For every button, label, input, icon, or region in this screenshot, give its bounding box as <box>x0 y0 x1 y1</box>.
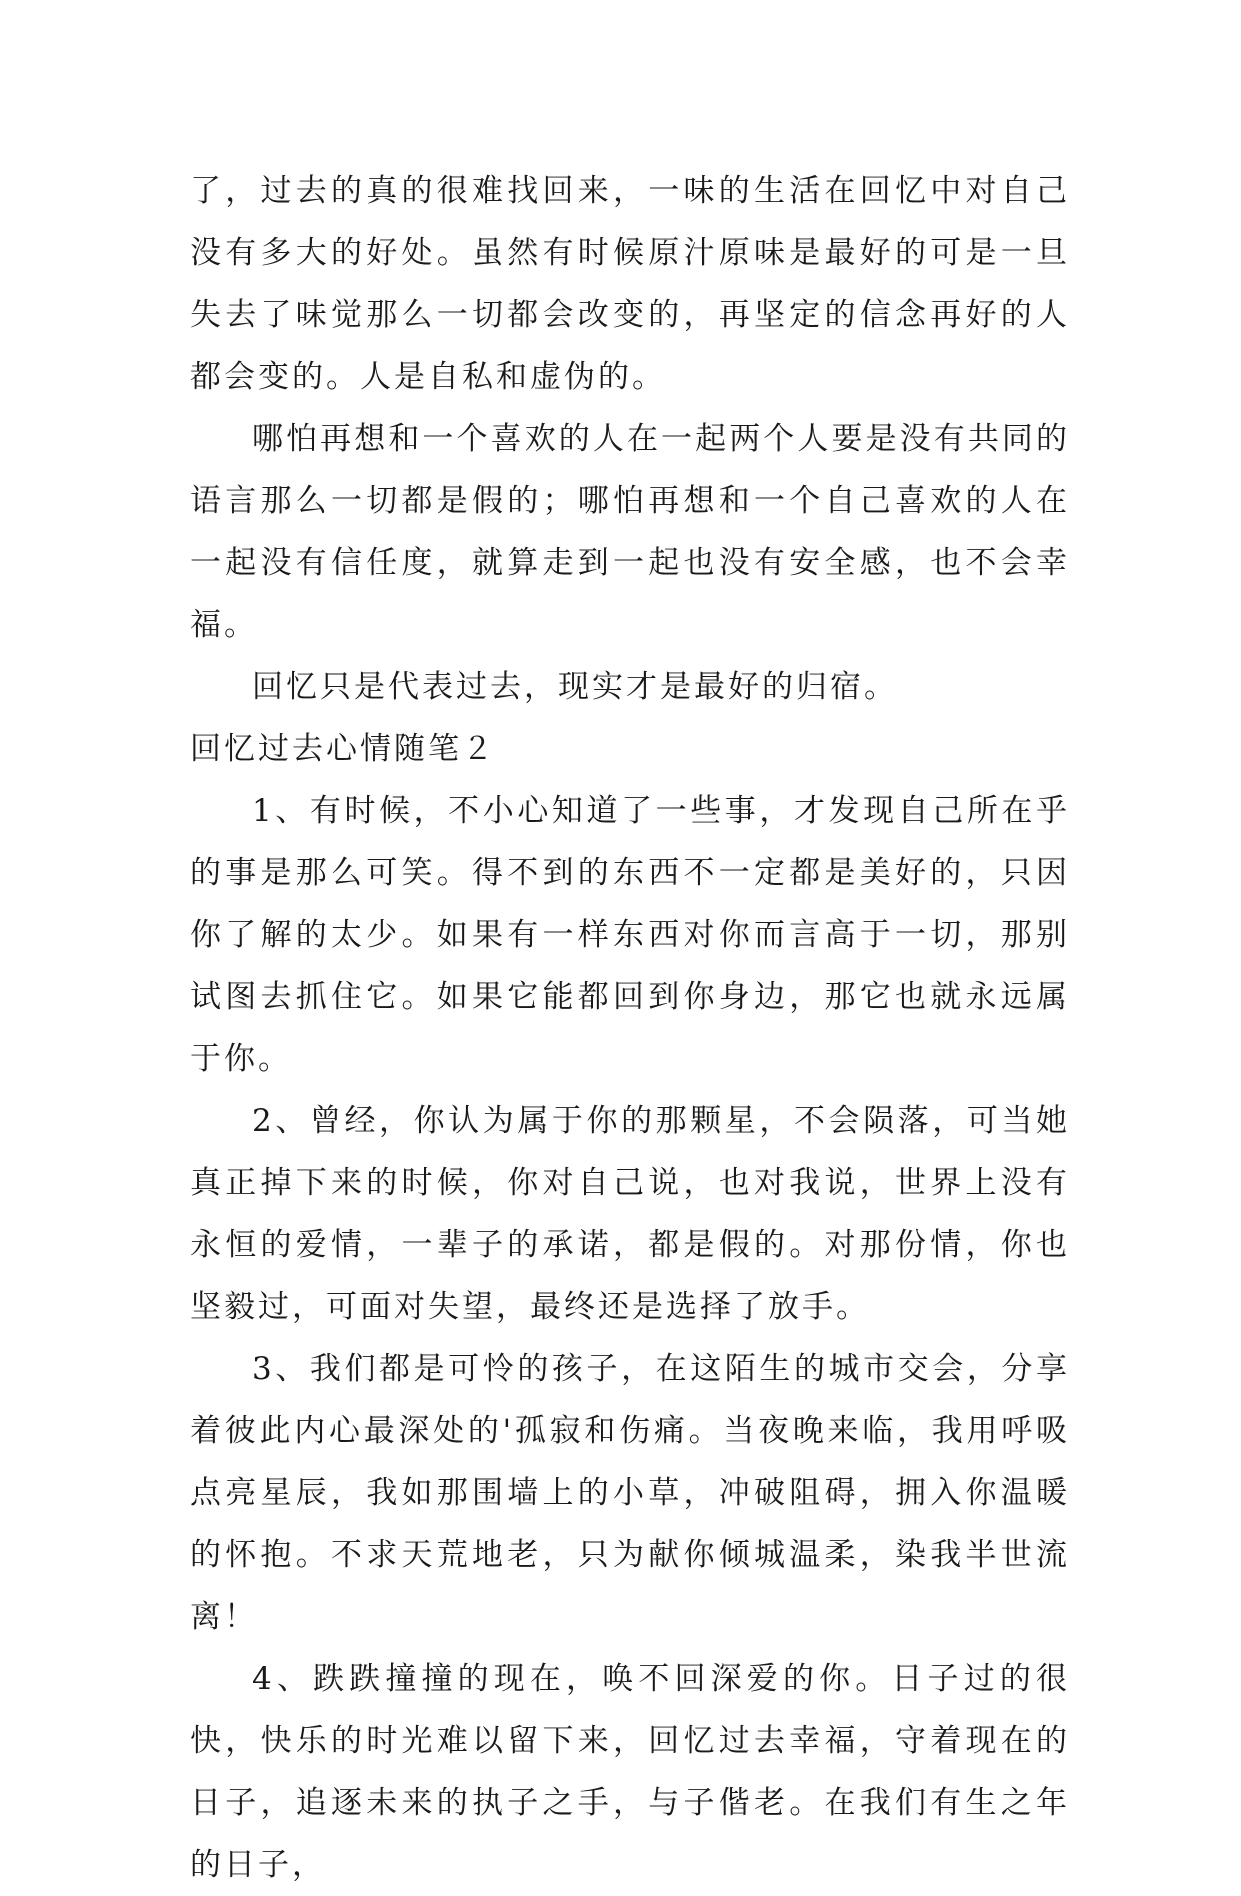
paragraph: 回忆只是代表过去，现实才是最好的归宿。 <box>252 669 898 705</box>
document-body <box>190 160 1070 1896</box>
list-item: 3、我们都是可怜的孩子，在这陌生的城市交会，分享着彼此内心最深处的'孤寂和伤痛。当夜晚来临，我用呼吸点亮星辰，我如那围墙上的小草，冲破阻碍，拥入你温暖的怀抱。不求天荒地老，只为献你倾城温柔，染我半世流离！ <box>190 1351 1070 1635</box>
list-item: 2、曾经，你认为属于你的那颗星，不会陨落，可当她真正掉下来的时候，你对自己说，也对我说，世界上没有永恒的爱情，一辈子的承诺，都是假的。对那份情，你也坚毅过，可面对失望，最终还是选择了放手。 <box>190 1103 1070 1325</box>
continuation-paragraph: 了，过去的真的很难找回来，一味的生活在回忆中对自己没有多大的好处。虽然有时候原汁原味是最好的可是一旦失去了味觉那么一切都会改变的，再坚定的信念再好的人都会变的。人是自私和虚伪的。 <box>190 173 1070 395</box>
list-item: 1、有时候，不小心知道了一些事，才发现自己所在乎的事是那么可笑。得不到的东西不一定都是美好的，只因你了解的太少。如果有一样东西对你而言高于一切，那别试图去抓住它。如果它能都回到你身边，那它也就永远属于你。 <box>190 793 1070 1077</box>
list-item: 4、跌跌撞撞的现在，唤不回深爱的你。日子过的很快，快乐的时光难以留下来，回忆过去幸福，守着现在的日子，追逐未来的执子之手，与子偕老。在我们有生之年的日子， <box>190 1661 1070 1883</box>
paragraph: 哪怕再想和一个喜欢的人在一起两个人要是没有共同的语言那么一切都是假的；哪怕再想和一个自己喜欢的人在一起没有信任度，就算走到一起也没有安全感，也不会幸福。 <box>190 421 1070 643</box>
section-title: 回忆过去心情随笔２ <box>190 731 496 767</box>
